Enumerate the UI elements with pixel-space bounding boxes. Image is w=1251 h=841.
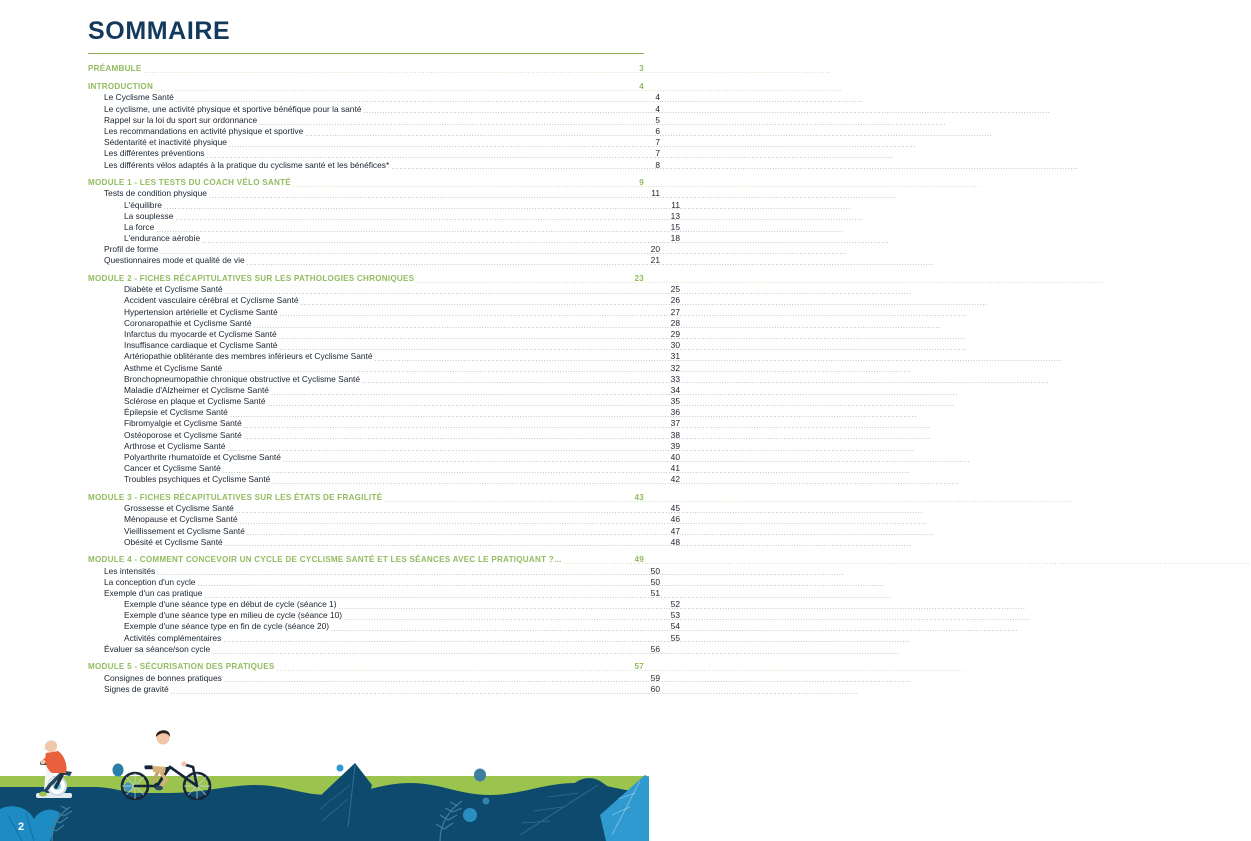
toc-entry-label: Sédentarité et inactivité physique (104, 137, 227, 148)
toc-leader-dots (197, 579, 648, 588)
toc-entry-label: La force (124, 221, 155, 232)
toc-entry-page-number: 34 (670, 384, 680, 395)
toc-entry[interactable] (88, 351, 680, 362)
shoe (39, 792, 47, 797)
toc-leader-dots (280, 309, 668, 318)
toc-leader-dots (279, 342, 668, 351)
toc-entry-label: MODULE 3 - FICHES RÉCAPITULATIVES SUR LES ÉTATS DE FRAGILITÉ (88, 492, 383, 502)
toc-entry-label: Sclérose en plaque et Cyclisme Santé (124, 396, 266, 407)
toc-leader-dots (240, 517, 668, 526)
toc-entry-label: Exemple d'un cas pratique (104, 587, 203, 598)
toc-entry-page-number: 48 (670, 536, 680, 547)
toc-leader-dots (225, 286, 668, 295)
toc-entry-page-number: 50 (650, 576, 660, 587)
toc-entry-label: Maladie d'Alzheimer et Cyclisme Santé (124, 384, 269, 395)
toc-entry[interactable] (88, 566, 660, 577)
toc-leader-dots (247, 258, 648, 267)
toc-entry[interactable] (88, 188, 660, 199)
toc-entry[interactable] (88, 526, 680, 537)
toc-entry-page-number: 3 (639, 64, 644, 74)
toc-entry-label: Consignes de bonnes pratiques (104, 672, 222, 683)
toc-entry-label: Grossesse et Cyclisme Santé (124, 503, 234, 514)
toc-entry-page-number: 15 (670, 221, 680, 232)
circle-decor-2 (483, 798, 490, 805)
toc-leader-dots (209, 191, 648, 200)
toc-entry[interactable] (88, 441, 680, 452)
toc-entry-label: Exemple d'une séance type en fin de cycle (séance 20) (124, 621, 330, 632)
toc-entry[interactable] (88, 588, 660, 599)
toc-leader-dots (305, 128, 648, 137)
toc-entry-label: Asthme et Cyclisme Santé (124, 362, 223, 373)
toc-entry-page-number: 11 (651, 188, 660, 199)
toc-entry[interactable] (88, 273, 644, 285)
toc-entry-page-number: 40 (670, 452, 680, 463)
toc-entry-page-number: 35 (670, 396, 680, 407)
toc-entry-label: INTRODUCTION (88, 81, 154, 91)
toc-leader-dots (156, 224, 668, 233)
toc-leader-dots (160, 246, 648, 255)
toc-leader-dots (212, 646, 648, 655)
toc-leader-dots (230, 410, 668, 419)
toc-leader-dots (301, 298, 668, 307)
toc-entry-page-number: 4 (639, 81, 644, 91)
toc-entry-label: Évaluer sa séance/son cycle (104, 643, 211, 654)
toc-entry[interactable] (88, 537, 680, 548)
toc-entry[interactable] (88, 407, 680, 418)
title-divider (88, 53, 644, 54)
toc-entry[interactable] (88, 244, 660, 255)
toc-entry-page-number: 45 (670, 503, 680, 514)
toc-entry[interactable] (88, 419, 680, 430)
toc-leader-dots (363, 106, 648, 115)
toc-entry[interactable] (88, 115, 660, 126)
toc-entry-page-number: 21 (650, 255, 660, 266)
toc-leader-dots (271, 387, 668, 396)
toc-leader-dots (362, 376, 668, 385)
toc-entry-page-number: 38 (670, 429, 680, 440)
toc-entry-label: MODULE 5 - SÉCURISATION DES PRATIQUES (88, 662, 275, 672)
toc-entry[interactable] (88, 577, 660, 588)
toc-leader-dots (171, 686, 648, 695)
toc-entry-page-number: 5 (655, 114, 660, 125)
toc-leader-dots (416, 275, 632, 284)
toc-leader-dots (223, 635, 668, 644)
dot-decor-3 (337, 765, 344, 772)
toc-leader-dots (157, 568, 648, 577)
toc-leader-dots (202, 235, 668, 244)
toc-entry[interactable] (88, 126, 660, 137)
toc-entry[interactable] (88, 622, 680, 633)
toc-leader-dots (224, 365, 668, 374)
toc-entry[interactable] (88, 633, 680, 644)
toc-entry[interactable] (88, 222, 680, 233)
toc-entry-label: Arthrose et Cyclisme Santé (124, 440, 226, 451)
toc-entry-page-number: 33 (670, 373, 680, 384)
toc-leader-dots (223, 465, 668, 474)
toc-entry-page-number: 30 (670, 340, 680, 351)
toc-entry[interactable] (88, 92, 660, 103)
toc-entry-label: La conception d'un cycle (104, 576, 196, 587)
toc-entry-label: Obésité et Cyclisme Santé (124, 536, 223, 547)
toc-entry-label: L'équilibre (124, 199, 162, 210)
toc-entry-page-number: 7 (655, 148, 660, 159)
toc-entry-page-number: 53 (670, 610, 680, 621)
toc-leader-dots (259, 117, 648, 126)
dot-decor-4 (474, 769, 486, 782)
toc-entry-page-number: 51 (650, 587, 660, 598)
hand (41, 760, 46, 765)
toc-entry-label: Le cyclisme, une activité physique et sportive bénéfique pour la santé (104, 103, 362, 114)
toc-leader-dots (244, 432, 668, 441)
toc-entry-label: Artériopathie oblitérante des membres inférieurs et Cyclisme Santé (124, 351, 373, 362)
toc-leader-dots (391, 162, 648, 171)
shoe (155, 786, 163, 791)
toc-leader-dots (279, 331, 668, 340)
toc-entry-label: Les différents vélos adaptés à la pratique du cyclisme santé et les bénéfices* (104, 159, 390, 170)
toc-entry-label: Exemple d'une séance type en début de cycle (séance 1) (124, 599, 337, 610)
toc-leader-dots (272, 477, 668, 486)
toc-leader-dots (384, 494, 632, 503)
toc-entry-label: Exemple d'une séance type en milieu de cycle (séance 10) (124, 610, 343, 621)
toc-entry-label: Les différentes préventions (104, 148, 205, 159)
toc-entry-page-number: 26 (670, 295, 680, 306)
toc-leader-dots (236, 505, 668, 514)
toc-entry[interactable] (88, 463, 680, 474)
toc-entry-label: Infarctus du myocarde et Cyclisme Santé (124, 328, 277, 339)
toc-leader-dots (175, 213, 668, 222)
toc-entry-page-number: 29 (670, 328, 680, 339)
toc-entry[interactable] (88, 492, 644, 504)
toc-entry[interactable] (88, 385, 680, 396)
toc-entry[interactable] (88, 233, 680, 244)
toc-entry-label: Tests de condition physique (104, 188, 207, 199)
toc-entry[interactable] (88, 661, 644, 673)
toc-entry[interactable] (88, 137, 660, 148)
toc-leader-dots (164, 202, 668, 211)
toc-entry[interactable] (88, 307, 680, 318)
toc-entry[interactable] (88, 610, 680, 621)
toc-entry-label: Ostéoporose et Cyclisme Santé (124, 429, 242, 440)
toc-entry-label: La souplesse (124, 210, 174, 221)
toc-leader-dots (293, 179, 632, 188)
toc-entry-label: Fibromyalgie et Cyclisme Santé (124, 418, 242, 429)
toc-entry-page-number: 6 (655, 125, 660, 136)
toc-entry-label: Le Cyclisme Santé (104, 92, 174, 103)
toc-leader-dots (229, 139, 648, 148)
toc-entry-page-number: 32 (670, 362, 680, 373)
toc-leader-dots (283, 454, 668, 463)
toc-entry[interactable] (88, 81, 644, 93)
toc-leader-dots (176, 95, 648, 104)
toc-entry-page-number: 4 (655, 103, 660, 114)
toc-entry-page-number: 28 (670, 317, 680, 328)
toc-entry[interactable] (88, 104, 660, 115)
toc-entry[interactable] (88, 200, 680, 211)
toc-entry-page-number: 37 (670, 418, 680, 429)
page-number: 2 (18, 821, 25, 833)
toc-entry-page-number: 56 (650, 643, 660, 654)
toc-leader-dots (224, 675, 648, 684)
toc-entry-label: Questionnaires mode et qualité de vie (104, 255, 245, 266)
toc-entry-page-number: 52 (670, 599, 680, 610)
toc-entry[interactable] (88, 503, 680, 514)
toc-entry[interactable] (88, 599, 680, 610)
toc-entry[interactable] (88, 452, 680, 463)
toc-entry[interactable] (88, 673, 660, 684)
toc-entry[interactable] (88, 160, 660, 171)
toc-entry-page-number: 42 (670, 474, 680, 485)
toc-entry[interactable] (88, 684, 660, 695)
toc-entry-label: L'endurance aérobie (124, 233, 201, 244)
toc-entry-label: PRÉAMBULE (88, 64, 142, 74)
toc-entry-label: Polyarthrite rhumatoïde et Cyclisme Santé (124, 452, 281, 463)
toc-entry-label: Troubles psychiques et Cyclisme Santé (124, 474, 271, 485)
toc-entry-page-number: 59 (650, 672, 660, 683)
toc-leader-dots (375, 354, 668, 363)
toc-leader-dots (247, 528, 668, 537)
toc-entry-page-number: 9 (639, 177, 644, 187)
toc-leader-dots (244, 421, 668, 430)
toc-entry-page-number: 27 (670, 306, 680, 317)
toc-entry-label: Vieillissement et Cyclisme Santé (124, 525, 245, 536)
toc-leader-dots (344, 613, 668, 622)
toc-entry-label: MODULE 4 - COMMENT CONCEVOIR UN CYCLE DE CYCLISME SANTÉ ET LES SÉANCES AVEC LE PRATIQUANT ?... (88, 554, 562, 564)
toc-leader-dots (144, 66, 632, 75)
hand (181, 761, 186, 766)
toc-entry-label: Cancer et Cyclisme Santé (124, 463, 221, 474)
toc-entry-label: Accident vasculaire cérébral et Cyclisme Santé (124, 295, 299, 306)
toc-leader-dots (563, 557, 632, 566)
toc-entry-label: MODULE 1 - LES TESTS DU COACH VÉLO SANTÉ (88, 177, 291, 187)
toc-entry-page-number: 23 (634, 273, 644, 283)
toc-entry-page-number: 49 (634, 554, 644, 564)
toc-entry-page-number: 43 (634, 492, 644, 502)
toc-entry[interactable] (88, 363, 680, 374)
toc-entry-page-number: 4 (655, 92, 660, 103)
toc-entry[interactable] (88, 430, 680, 441)
toc-entry-page-number: 36 (670, 407, 680, 418)
toc-entry-page-number: 31 (670, 351, 680, 362)
toc-entry-list (88, 63, 680, 695)
toc-entry[interactable] (88, 148, 660, 159)
toc-leader-dots (227, 443, 668, 452)
toc-entry[interactable] (88, 318, 680, 329)
toc-entry-label: Les intensités (104, 565, 156, 576)
toc-entry-label: Ménopause et Cyclisme Santé (124, 514, 238, 525)
circle-decor-1 (463, 808, 477, 822)
toc-entry[interactable] (88, 474, 680, 485)
toc-entry-page-number: 8 (655, 159, 660, 170)
toc-entry[interactable] (88, 211, 680, 222)
toc-entry-label: Coronaropathie et Cyclisme Santé (124, 317, 252, 328)
toc-entry[interactable] (88, 177, 644, 189)
toc-entry[interactable] (88, 295, 680, 306)
toc-entry[interactable] (88, 374, 680, 385)
toc-entry-page-number: 41 (670, 463, 680, 474)
toc-entry-page-number: 47 (670, 525, 680, 536)
toc-entry-label: Activités complémentaires (124, 632, 222, 643)
toc-entry-page-number: 55 (670, 632, 680, 643)
toc-entry-page-number: 13 (670, 210, 680, 221)
toc-entry[interactable] (88, 396, 680, 407)
toc-entry-page-number: 50 (650, 565, 660, 576)
toc-entry-page-number: 57 (634, 662, 644, 672)
toc-entry-page-number: 11 (671, 199, 680, 210)
toc-entry[interactable] (88, 644, 660, 655)
footer-illustration (0, 723, 649, 841)
toc-entry[interactable] (88, 340, 680, 351)
toc-entry-label: Épilepsie et Cyclisme Santé (124, 407, 228, 418)
toc-entry-label: Les recommandations en activité physique et sportive (104, 125, 304, 136)
toc-leader-dots (277, 664, 632, 673)
toc-entry-label: Signes de gravité (104, 683, 169, 694)
toc-entry[interactable] (88, 514, 680, 525)
toc-entry[interactable] (88, 255, 660, 266)
toc-entry-label: Rappel sur la loi du sport sur ordonnance (104, 114, 258, 125)
toc-entry-label: Profil de forme (104, 244, 159, 255)
toc-entry-label: Diabète et Cyclisme Santé (124, 284, 223, 295)
toc-entry-page-number: 18 (670, 233, 680, 244)
toc-leader-dots (204, 590, 648, 599)
toc-entry-page-number: 60 (650, 683, 660, 694)
toc-entry-label: Bronchopneumopathie chronique obstructive et Cyclisme Santé (124, 373, 361, 384)
toc-entry-label: Hypertension artérielle et Cyclisme Santé (124, 306, 278, 317)
toc-entry[interactable] (88, 63, 644, 75)
toc-leader-dots (254, 320, 668, 329)
torso-shirt (151, 744, 169, 767)
toc-entry-label: Insuffisance cardiaque et Cyclisme Santé (124, 340, 278, 351)
toc-entry[interactable] (88, 329, 680, 340)
toc-leader-dots (155, 83, 632, 92)
toc-entry-page-number: 7 (655, 137, 660, 148)
dot-decor-1 (113, 764, 124, 777)
toc-entry-label: MODULE 2 - FICHES RÉCAPITULATIVES SUR LES PATHOLOGIES CHRONIQUES (88, 273, 415, 283)
toc-entry[interactable] (88, 284, 680, 295)
toc-leader-dots (339, 601, 668, 610)
toc-entry-page-number: 25 (670, 284, 680, 295)
toc-entry-page-number: 54 (670, 621, 680, 632)
table-of-contents (88, 17, 680, 695)
toc-entry-page-number: 46 (670, 514, 680, 525)
toc-entry-page-number: 20 (650, 244, 660, 255)
toc-leader-dots (331, 624, 668, 633)
toc-leader-dots (225, 539, 668, 548)
toc-entry-page-number: 39 (670, 440, 680, 451)
toc-leader-dots (268, 398, 668, 407)
toc-leader-dots (206, 151, 648, 160)
page-title: SOMMAIRE (88, 17, 231, 45)
toc-entry[interactable] (88, 554, 644, 566)
